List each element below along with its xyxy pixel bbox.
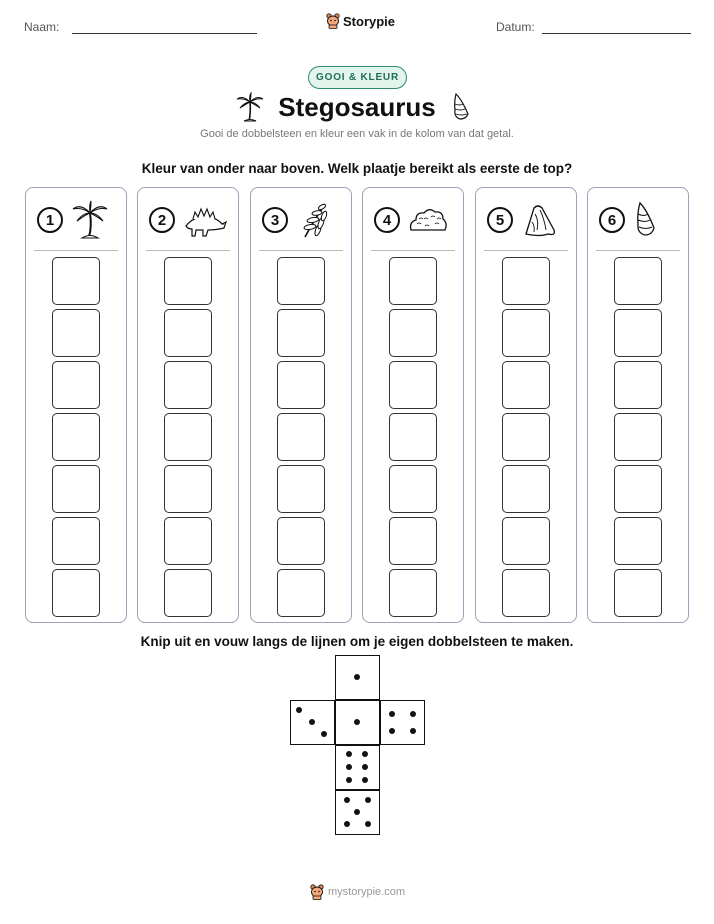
die-pip (362, 764, 368, 770)
color-cell[interactable] (164, 361, 212, 409)
column-number: 3 (262, 207, 288, 233)
column-divider (371, 250, 455, 251)
color-cell[interactable] (164, 257, 212, 305)
die-pip (344, 821, 350, 827)
color-cell[interactable] (502, 309, 550, 357)
die-pip (354, 719, 360, 725)
name-line (72, 33, 257, 34)
die-pip (365, 821, 371, 827)
color-cell[interactable] (614, 569, 662, 617)
color-cell[interactable] (52, 309, 100, 357)
die-face-1 (335, 700, 380, 745)
color-cell[interactable] (277, 569, 325, 617)
color-cell[interactable] (389, 257, 437, 305)
column-4 (362, 187, 464, 623)
die-pip (346, 777, 352, 783)
die-face-5 (335, 790, 380, 835)
die-pip (365, 797, 371, 803)
die-pip (354, 674, 360, 680)
die-face-4 (380, 700, 425, 745)
column-2 (137, 187, 239, 623)
die-pip (346, 764, 352, 770)
color-cell[interactable] (164, 413, 212, 461)
die-pip (321, 731, 327, 737)
color-cell[interactable] (502, 257, 550, 305)
die-pip (354, 809, 360, 815)
color-cell[interactable] (277, 257, 325, 305)
color-cell[interactable] (389, 413, 437, 461)
die-pip (410, 711, 416, 717)
color-cell[interactable] (389, 465, 437, 513)
column-3 (250, 187, 352, 623)
subtitle: Gooi de dobbelsteen en kleur een vak in de kolom van dat getal. (200, 128, 514, 140)
color-cell[interactable] (164, 517, 212, 565)
die-pip (389, 711, 395, 717)
color-cell[interactable] (52, 465, 100, 513)
fern-leaf-icon (295, 200, 335, 245)
footer (310, 884, 405, 900)
color-cell[interactable] (389, 361, 437, 409)
die-face-1 (335, 655, 380, 700)
color-cell[interactable] (502, 465, 550, 513)
date-label: Datum: (496, 20, 535, 34)
column-number: 6 (599, 207, 625, 233)
column-1 (25, 187, 127, 623)
color-cell[interactable] (614, 465, 662, 513)
color-cell[interactable] (52, 257, 100, 305)
date-line (542, 33, 691, 34)
column-number: 1 (37, 207, 63, 233)
color-cell[interactable] (52, 361, 100, 409)
column-header (138, 188, 238, 250)
die-pip (410, 728, 416, 734)
color-cell[interactable] (502, 569, 550, 617)
storypie-mascot-icon (310, 884, 324, 900)
color-cell[interactable] (164, 569, 212, 617)
name-label: Naam: (24, 20, 60, 34)
column-header (251, 188, 351, 250)
color-cell[interactable] (614, 257, 662, 305)
column-divider (146, 250, 230, 251)
color-cell[interactable] (614, 517, 662, 565)
column-number: 4 (374, 207, 400, 233)
color-cell[interactable] (614, 361, 662, 409)
color-cell[interactable] (389, 569, 437, 617)
color-cell[interactable] (277, 517, 325, 565)
color-cell[interactable] (277, 413, 325, 461)
activity-badge: GOOI & KLEUR (308, 66, 407, 89)
bush-icon (407, 200, 449, 245)
logo-text: Storypie (343, 13, 396, 29)
shell-icon (632, 200, 662, 245)
color-cell[interactable] (614, 413, 662, 461)
instruction-bottom: Knip uit en vouw langs de lijnen om je eigen dobbelsteen te maken. (140, 634, 574, 649)
column-divider (259, 250, 343, 251)
column-header (476, 188, 576, 250)
color-cell[interactable] (502, 361, 550, 409)
storypie-logo (326, 13, 395, 29)
column-divider (34, 250, 118, 251)
column-number: 2 (149, 207, 175, 233)
die-pip (362, 777, 368, 783)
color-cell[interactable] (52, 569, 100, 617)
color-cell[interactable] (389, 309, 437, 357)
die-pip (296, 707, 302, 713)
die-pip (362, 751, 368, 757)
color-cell[interactable] (164, 465, 212, 513)
color-cell[interactable] (277, 465, 325, 513)
die-pip (346, 751, 352, 757)
column-divider (484, 250, 568, 251)
color-cell[interactable] (52, 517, 100, 565)
color-cell[interactable] (277, 361, 325, 409)
instruction-top: Kleur van onder naar boven. Welk plaatje bereikt als eerste de top? (141, 161, 573, 176)
page-title: Stegosaurus (278, 92, 436, 122)
column-6 (587, 187, 689, 623)
color-cell[interactable] (614, 309, 662, 357)
stegosaurus-icon (182, 200, 228, 245)
palm-tree-icon (70, 200, 110, 245)
color-cell[interactable] (164, 309, 212, 357)
column-divider (596, 250, 680, 251)
footer-url: mystorypie.com (328, 886, 406, 898)
shell-icon (450, 92, 474, 122)
column-5 (475, 187, 577, 623)
color-cell[interactable] (389, 517, 437, 565)
color-cell[interactable] (502, 413, 550, 461)
column-header (363, 188, 463, 250)
column-header (26, 188, 126, 250)
color-cell[interactable] (277, 309, 325, 357)
column-number: 5 (487, 207, 513, 233)
die-face-3 (290, 700, 335, 745)
rock-icon (520, 200, 560, 245)
storypie-mascot-icon (326, 13, 340, 29)
die-face-6 (335, 745, 380, 790)
die-pip (344, 797, 350, 803)
die-pip (389, 728, 395, 734)
color-cell[interactable] (52, 413, 100, 461)
color-cell[interactable] (502, 517, 550, 565)
die-pip (309, 719, 315, 725)
column-header (588, 188, 688, 250)
